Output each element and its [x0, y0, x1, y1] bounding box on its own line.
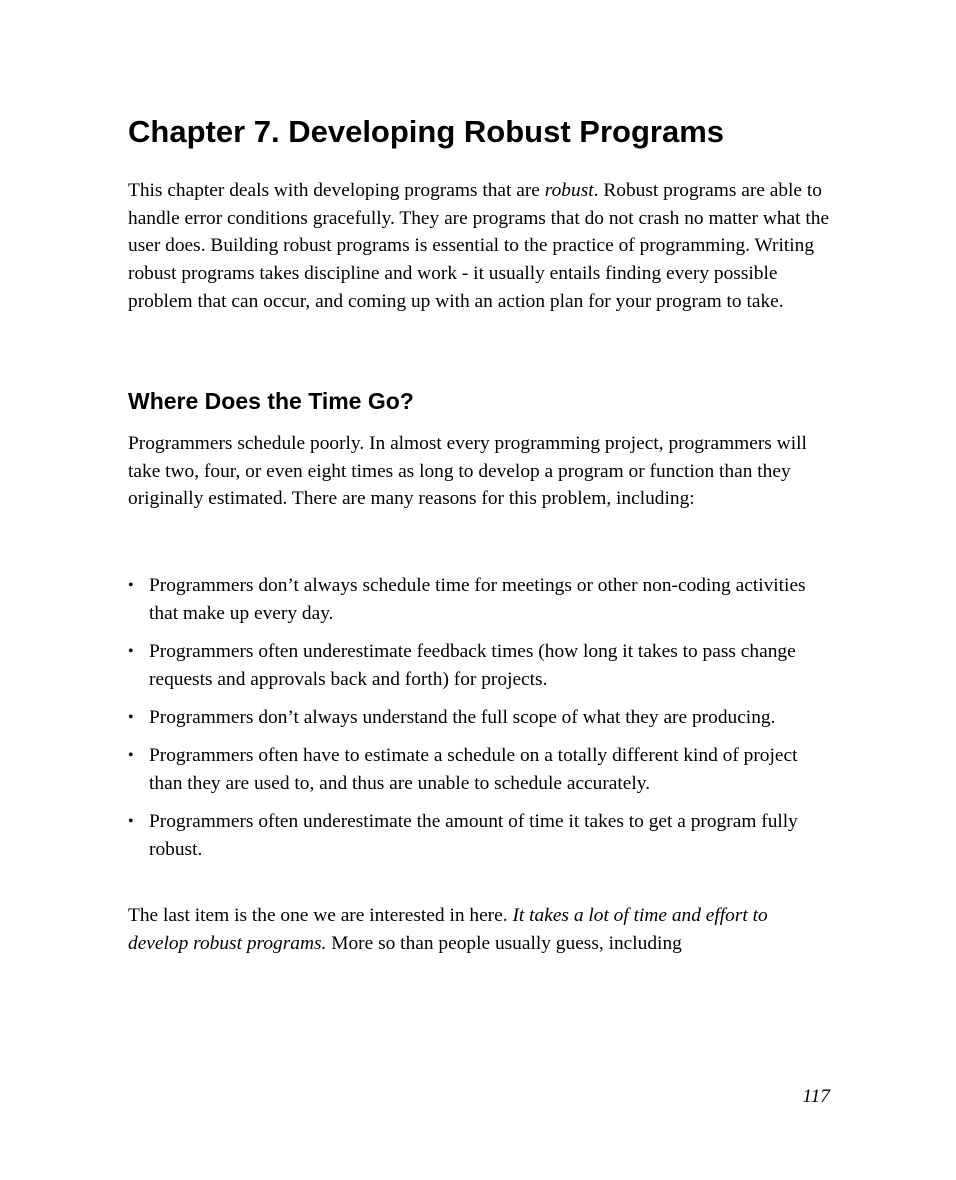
section-title: Where Does the Time Go? — [128, 388, 414, 414]
bullet-icon: • — [128, 577, 134, 594]
closing-text-start: The last item is the one we are interested in here. — [128, 905, 513, 926]
closing-text-end: More so than people usually guess, including — [326, 932, 682, 954]
intro-emphasis: robust — [544, 180, 594, 201]
list-item-text: Programmers don’t always schedule time for meetings or other non-coding activities that make up every day. — [149, 575, 806, 624]
closing-paragraph — [128, 902, 830, 957]
bullet-icon: • — [128, 642, 134, 660]
page-number: 117 — [802, 1086, 830, 1107]
chapter-title: Chapter 7. Developing Robust Programs — [128, 114, 724, 149]
list-item — [128, 638, 830, 693]
list-item-text: Programmers often underestimate the amount of time it takes to get a program fully robust. — [149, 810, 798, 860]
list-item — [128, 572, 830, 627]
bullet-icon: • — [128, 812, 134, 830]
list-item-text: Programmers don’t always understand the full scope of what they are producing. — [149, 706, 776, 728]
closing-emphasis: It takes a lot of time and effort to develop robust programs. — [128, 905, 768, 954]
list-item — [128, 704, 830, 732]
list-item — [128, 742, 830, 797]
reasons-list — [128, 572, 830, 874]
bullet-icon: • — [128, 708, 134, 726]
section-paragraph: Programmers schedule poorly. In almost every programming project, programmers will take two, four, or even eight times as long to develop a program or function than they originally estimated. There are many reasons for this problem, including: — [128, 433, 807, 510]
intro-paragraph — [128, 177, 830, 316]
list-item-text: Programmers often have to estimate a schedule on a totally different kind of project than they are used to, and thus are unable to schedule accurately. — [149, 745, 798, 794]
list-item-text: Programmers often underestimate feedback times (how long it takes to pass change requests and approvals back and forth) for projects. — [149, 640, 796, 690]
list-item — [128, 808, 830, 863]
book-page — [128, 0, 830, 1180]
intro-text-start: This chapter deals with developing programs that are — [128, 180, 545, 201]
intro-text-end: . Robust programs are able to handle error conditions gracefully. They are programs that do not crash no matter what the user does. Building robust programs is essential to the practice of programming. Writing robust programs takes discipline and work - it usually entails finding every possible problem that can occur, and coming up with an action plan for your program to take. — [128, 180, 830, 312]
bullet-icon: • — [128, 747, 134, 765]
